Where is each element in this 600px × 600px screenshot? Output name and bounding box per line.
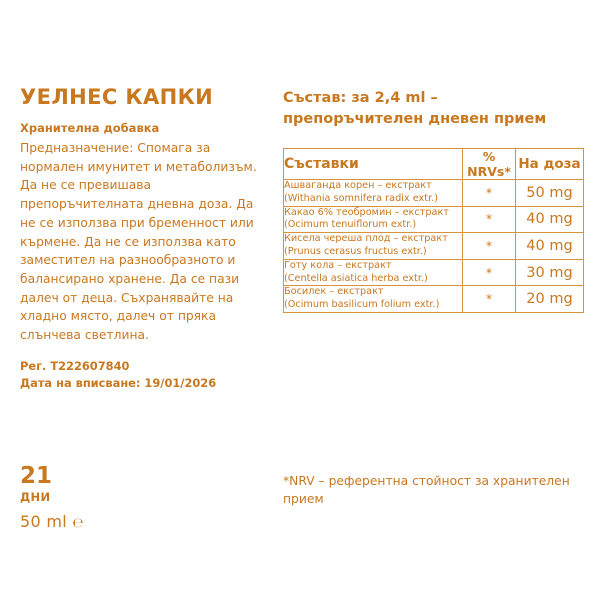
ingredient-latin-name: (Ocimum tenuiflorum extr.) (284, 219, 417, 231)
nrv-footnote: *NRV – референтна стойност за хранителен прием (283, 474, 570, 507)
page-title: УЕЛНЕС КАПКИ (20, 85, 214, 109)
ingredient-dose: 30 mg (516, 259, 584, 286)
days-number: 21 (20, 463, 53, 489)
ingredient-dose: 20 mg (516, 286, 584, 313)
ingredient-nrv: * (463, 259, 516, 286)
table-row (284, 233, 584, 260)
ingredient-latin-name: (Prunus cerasus fructus extr.) (284, 246, 427, 258)
entry-date: Дата на вписване: 19/01/2026 (20, 375, 217, 390)
ingredient-name: Кисела череша плод – екстракт (284, 233, 448, 245)
ingredient-name: Босилек – екстракт (284, 286, 384, 298)
ingredient-name: Ашваганда корен – екстракт (284, 180, 432, 192)
estimated-sign-icon: ℮ (72, 516, 84, 531)
column-header-ingredients: Съставки (284, 149, 463, 180)
table-row (284, 259, 584, 286)
ingredient-name-cell (284, 286, 463, 313)
table-body (284, 180, 584, 313)
ingredient-latin-name: (Centella asiatica herba extr.) (284, 272, 428, 284)
net-volume (20, 512, 84, 531)
table-row (284, 286, 584, 313)
ingredient-latin-name: (Ocimum basilicum folium extr.) (284, 299, 440, 311)
registration-block (20, 358, 272, 392)
dosage-duration-block (20, 465, 84, 531)
ingredient-nrv: * (463, 206, 516, 233)
ingredient-name-cell (284, 233, 463, 260)
ingredient-name: Какао 6% теобромин – екстракт (284, 206, 449, 218)
right-column (283, 88, 583, 313)
ingredient-nrv: * (463, 286, 516, 313)
purpose-text: Предназначение: Спомага за нормален имунитет и метаболизъм. Да не се превишава препоръчителната дневна доза. Да не се използва при бременност или кърмене. Да не се използва като заместител на разнообразното и балансирано хранене. Да се пази далеч от деца. Съхранявайте на хладно място, далеч от пряка слънчева светлина. (20, 141, 257, 342)
ingredient-dose: 50 mg (516, 180, 584, 207)
table-row (284, 206, 584, 233)
ingredient-name-cell (284, 206, 463, 233)
column-header-dose: На доза (516, 149, 584, 180)
registration-number: Рег. T222607840 (20, 358, 130, 373)
ingredient-name: Готу кола – екстракт (284, 259, 392, 271)
table-header (284, 149, 584, 180)
ingredient-dose: 40 mg (516, 206, 584, 233)
ingredient-nrv: * (463, 233, 516, 260)
composition-heading: Състав: за 2,4 ml – препоръчителен дневен прием (283, 90, 547, 128)
days-word: ДНИ (20, 490, 51, 504)
ingredient-nrv: * (463, 180, 516, 207)
supplement-label: Хранителна добавка (20, 121, 160, 136)
volume-value: 50 ml (20, 512, 67, 531)
left-column (20, 86, 272, 392)
ingredient-latin-name: (Withania somnifera radix extr.) (284, 192, 439, 204)
table-row (284, 180, 584, 207)
column-header-nrv: % NRVs* (463, 149, 516, 180)
ingredient-name-cell (284, 180, 463, 207)
table-header-row (284, 149, 584, 180)
ingredients-table (283, 148, 584, 313)
ingredient-name-cell (284, 259, 463, 286)
ingredient-dose: 40 mg (516, 233, 584, 260)
